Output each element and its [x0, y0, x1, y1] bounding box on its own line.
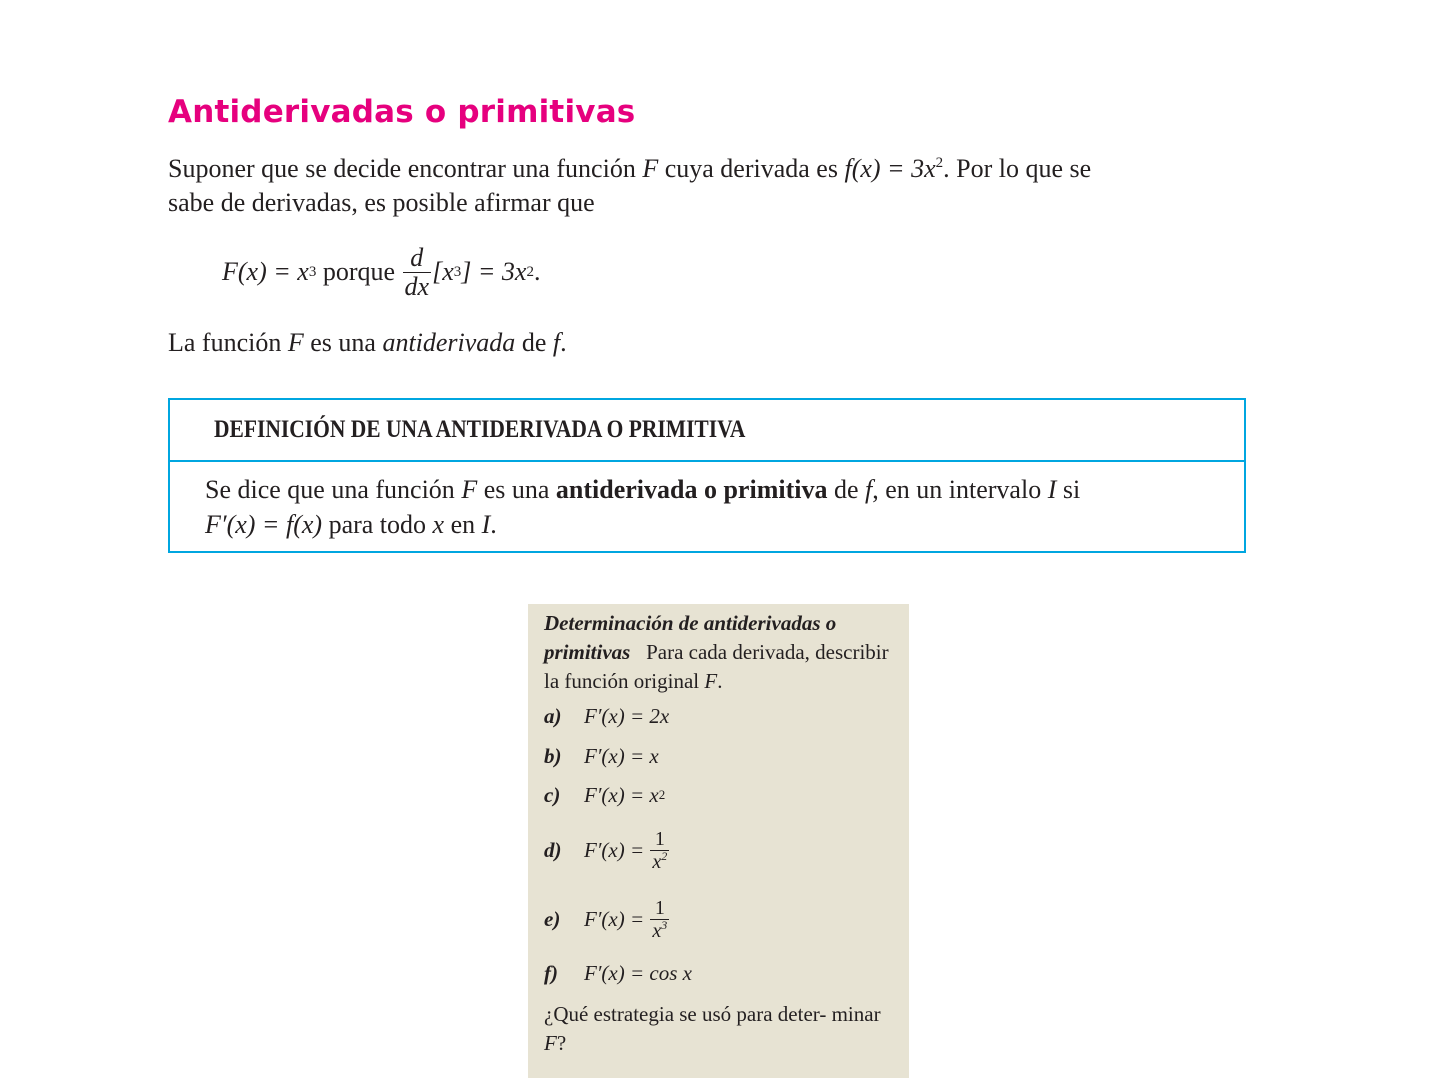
eq-bracket: [x — [432, 257, 454, 286]
sidebar-text: Para cada derivada, describir la función original — [544, 640, 889, 693]
exercise-item — [544, 814, 909, 886]
definition-box — [168, 398, 1246, 553]
antiderivative-equation: F(x) = x 3 porque $\frac{d}{dx}$ [x 3 ] = 3x 2 . — [222, 242, 541, 301]
intro-text: Suponer que se decide encontrar una función — [168, 154, 643, 183]
item-expression: F′(x) = — [584, 838, 650, 862]
item-expression: F′(x) = 2x — [584, 704, 670, 728]
item-label: d) — [544, 838, 562, 862]
exponent: 2 — [661, 848, 668, 863]
item-fraction — [650, 828, 669, 873]
conclusion-text: La función — [168, 328, 288, 357]
def-text: para todo — [322, 510, 433, 539]
def-text: , en un intervalo — [872, 475, 1048, 504]
item-expression: F′(x) = x — [584, 744, 659, 768]
question-text: ¿Qué estrategia se usó para deter- minar — [544, 1002, 881, 1026]
var-I: I — [1047, 475, 1057, 504]
var-x: x — [652, 919, 662, 942]
conclusion-paragraph — [168, 326, 1248, 360]
var-F: F — [544, 1031, 557, 1055]
fraction-numerator: 1 — [654, 896, 665, 919]
def-text: de — [827, 475, 866, 504]
conclusion-text: . — [560, 328, 567, 357]
conclusion-text: es una — [303, 328, 383, 357]
sidebar-text: . — [717, 669, 723, 693]
def-text: . — [490, 510, 497, 539]
def-condition: F′(x) = f(x) — [205, 510, 323, 539]
intro-text: . Por lo que se — [943, 154, 1092, 183]
var-I: I — [481, 510, 491, 539]
item-label: c) — [544, 783, 561, 807]
var-F: F — [287, 328, 304, 357]
fraction-denominator — [650, 848, 669, 873]
item-label: a) — [544, 704, 562, 728]
fraction-denominator — [650, 917, 669, 942]
var-f: f — [865, 475, 873, 504]
exploration-sidebar — [528, 604, 909, 1078]
item-expression: F′(x) = cos x — [584, 961, 692, 985]
item-label: b) — [544, 744, 562, 768]
exercise-item — [544, 952, 909, 994]
var-x: x — [652, 850, 662, 873]
section-title: Antiderivadas o primitivas — [168, 94, 636, 130]
item-expression: F′(x) = — [584, 907, 650, 931]
item-label: e) — [544, 907, 561, 931]
def-term: antiderivada o primitiva — [555, 475, 828, 504]
fraction-numerator: 1 — [654, 827, 665, 850]
definition-body — [170, 462, 1225, 542]
exercise-item — [544, 736, 909, 776]
item-fraction — [650, 897, 669, 942]
intro-paragraph — [168, 152, 1248, 220]
eq-lhs: F(x) = x — [222, 257, 309, 286]
item-label: f) — [544, 961, 558, 985]
derivative-fraction — [403, 244, 432, 301]
def-text: si — [1056, 475, 1081, 504]
definition-title: DEFINICIÓN DE UNA ANTIDERIVADA O PRIMITIVA — [214, 416, 746, 443]
sidebar-question — [544, 1000, 884, 1058]
sidebar-heading: Determinación de antiderivadas o primitivas — [544, 611, 837, 664]
eq-word: porque — [316, 257, 402, 286]
exponent: 3 — [661, 917, 668, 932]
intro-text: cuya derivada es — [658, 154, 845, 183]
item-expression: F′(x) = x — [584, 783, 659, 807]
definition-header — [170, 400, 1244, 462]
def-text: Se dice que una función — [205, 475, 462, 504]
exercise-item — [544, 886, 909, 952]
fraction-denominator: dx — [404, 271, 430, 301]
exponent: 2 — [935, 155, 944, 171]
def-text: es una — [477, 475, 556, 504]
exercise-item: c) F′(x) = x 2 — [544, 783, 666, 807]
intro-text: sabe de derivadas, es posible afirmar que — [168, 188, 595, 217]
var-f: f — [552, 328, 561, 357]
sidebar-intro — [544, 609, 909, 696]
exercise-item — [544, 696, 909, 736]
var-F: F — [704, 669, 718, 693]
var-F: F — [642, 154, 659, 183]
fx-expression: f(x) = 3x — [844, 154, 936, 183]
eq-period: . — [533, 257, 541, 286]
eq-rhs: ] = 3x — [461, 257, 527, 286]
var-F: F — [461, 475, 478, 504]
question-text: ? — [556, 1031, 567, 1055]
def-text: en — [444, 510, 482, 539]
var-x: x — [432, 510, 445, 539]
emphasis-antiderivada: antiderivada — [382, 328, 516, 357]
fraction-numerator: d — [410, 242, 424, 272]
conclusion-text: de — [515, 328, 553, 357]
